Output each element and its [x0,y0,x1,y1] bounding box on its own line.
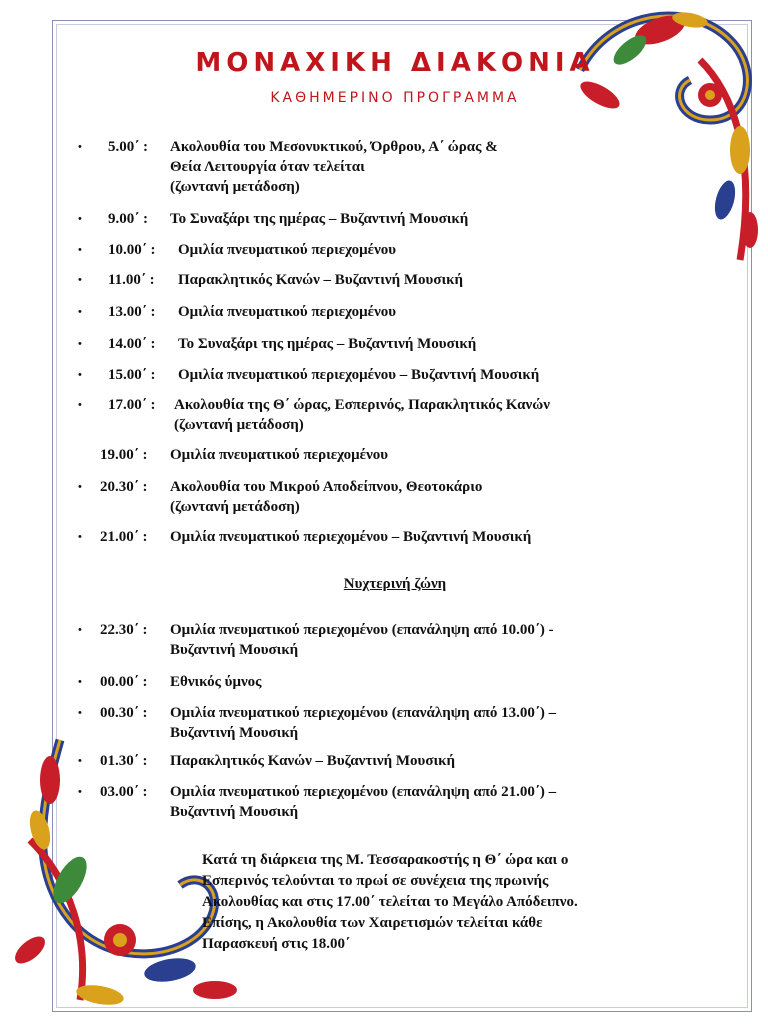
schedule-text: Παρακλητικός Κανών – Βυζαντινή Μουσική [178,272,463,288]
note-line: Παρασκευή στις 18.00΄ [202,936,350,952]
schedule-time: 19.00΄ : [100,447,148,463]
schedule-text-continued: (ζωντανή μετάδοση) [174,417,304,433]
bullet-icon: • [78,399,82,411]
schedule-text: Ομιλία πνευματικού περιεχομένου (επανάληψη από 13.00΄) – [170,705,557,721]
schedule-text: Ακολουθία της Θ΄ ώρας, Εσπερινός, Παρακλητικός Κανών [174,397,550,413]
schedule-text-continued: Βυζαντινή Μουσική [170,804,299,820]
schedule-text-continued: (ζωντανή μετάδοση) [170,179,300,195]
schedule-text: Ομιλία πνευματικού περιεχομένου – Βυζαντινή Μουσική [170,529,532,545]
schedule-text: Το Συναξάρι της ημέρας – Βυζαντινή Μουσική [178,336,477,352]
schedule-entry [78,137,718,197]
bullet-icon: • [78,481,82,493]
schedule-text-continued: Βυζαντινή Μουσική [170,725,299,741]
schedule-text: Ακολουθία του Μεσονυκτικού, Όρθρου, Α΄ ώρας & [170,139,498,155]
schedule-time: 15.00΄ : [108,367,156,383]
bullet-icon: • [78,624,82,636]
schedule-text: Εθνικός ύμνος [170,674,262,690]
schedule-time: 03.00΄ : [100,784,148,800]
bullet-icon: • [78,141,82,153]
page-title: ΜΟΝΑΧΙΚΗ ΔΙΑΚΟΝΙΑ [195,48,595,78]
note-line: Επίσης, η Ακολουθία των Χαιρετισμών τελείται κάθε [202,915,543,931]
schedule-time: 14.00΄ : [108,336,156,352]
schedule-time: 00.30΄ : [100,705,148,721]
schedule-entry [78,620,718,680]
bullet-icon: • [78,338,82,350]
note-line: Κατά τη διάρκεια της Μ. Τεσσαρακοστής η Θ΄ ώρα και ο [202,852,569,868]
bullet-icon: • [78,707,82,719]
schedule-text: Ομιλία πνευματικού περιεχομένου [178,242,397,258]
bullet-icon: • [78,755,82,767]
schedule-text: Ομιλία πνευματικού περιεχομένου (επανάληψη από 10.00΄) - [170,622,554,638]
bullet-icon: • [78,244,82,256]
schedule-entry [78,782,718,842]
schedule-text: Ακολουθία του Μικρού Αποδείπνου, Θεοτοκάριο [170,479,483,495]
lent-note [202,850,682,955]
note-line: Εσπερινός τελούνται το πρωί σε συνέχεια της πρωινής [202,873,549,889]
schedule-text-continued: (ζωντανή μετάδοση) [170,499,300,515]
schedule-text: Ομιλία πνευματικού περιεχομένου [170,447,389,463]
bullet-icon: • [78,213,82,225]
bullet-icon: • [78,531,82,543]
schedule-time: 00.00΄ : [100,674,148,690]
bullet-icon: • [78,369,82,381]
schedule-time: 5.00΄ : [108,139,148,155]
night-zone-heading: Νυχτερινή ζώνη [343,576,447,592]
schedule-time: 22.30΄ : [100,622,148,638]
schedule-text: Παρακλητικός Κανών – Βυζαντινή Μουσική [170,753,455,769]
schedule-time: 17.00΄ : [108,397,156,413]
schedule-text: Ομιλία πνευματικού περιεχομένου [178,304,397,320]
bullet-icon: • [78,786,82,798]
page-subtitle: ΚΑΘΗΜΕΡΙΝΟ ΠΡΟΓΡΑΜΜΑ [270,90,520,106]
schedule-time: 13.00΄ : [108,304,156,320]
schedule-time: 11.00΄ : [108,272,155,288]
schedule-text: Ομιλία πνευματικού περιεχομένου – Βυζαντινή Μουσική [178,367,540,383]
schedule-text: Το Συναξάρι της ημέρας – Βυζαντινή Μουσική [170,211,469,227]
schedule-time: 20.30΄ : [100,479,148,495]
schedule-time: 9.00΄ : [108,211,148,227]
note-line: Ακολουθίας και στις 17.00΄ τελείται το Μεγάλο Απόδειπνο. [202,894,578,910]
bullet-icon: • [78,274,82,286]
bullet-icon: • [78,306,82,318]
schedule-time: 10.00΄ : [108,242,156,258]
schedule-text-continued: Βυζαντινή Μουσική [170,642,299,658]
bullet-icon: • [78,676,82,688]
schedule-time: 21.00΄ : [100,529,148,545]
schedule-text: Ομιλία πνευματικού περιεχομένου (επανάληψη από 21.00΄) – [170,784,557,800]
schedule-text-continued: Θεία Λειτουργία όταν τελείται [170,159,365,175]
schedule-time: 01.30΄ : [100,753,148,769]
